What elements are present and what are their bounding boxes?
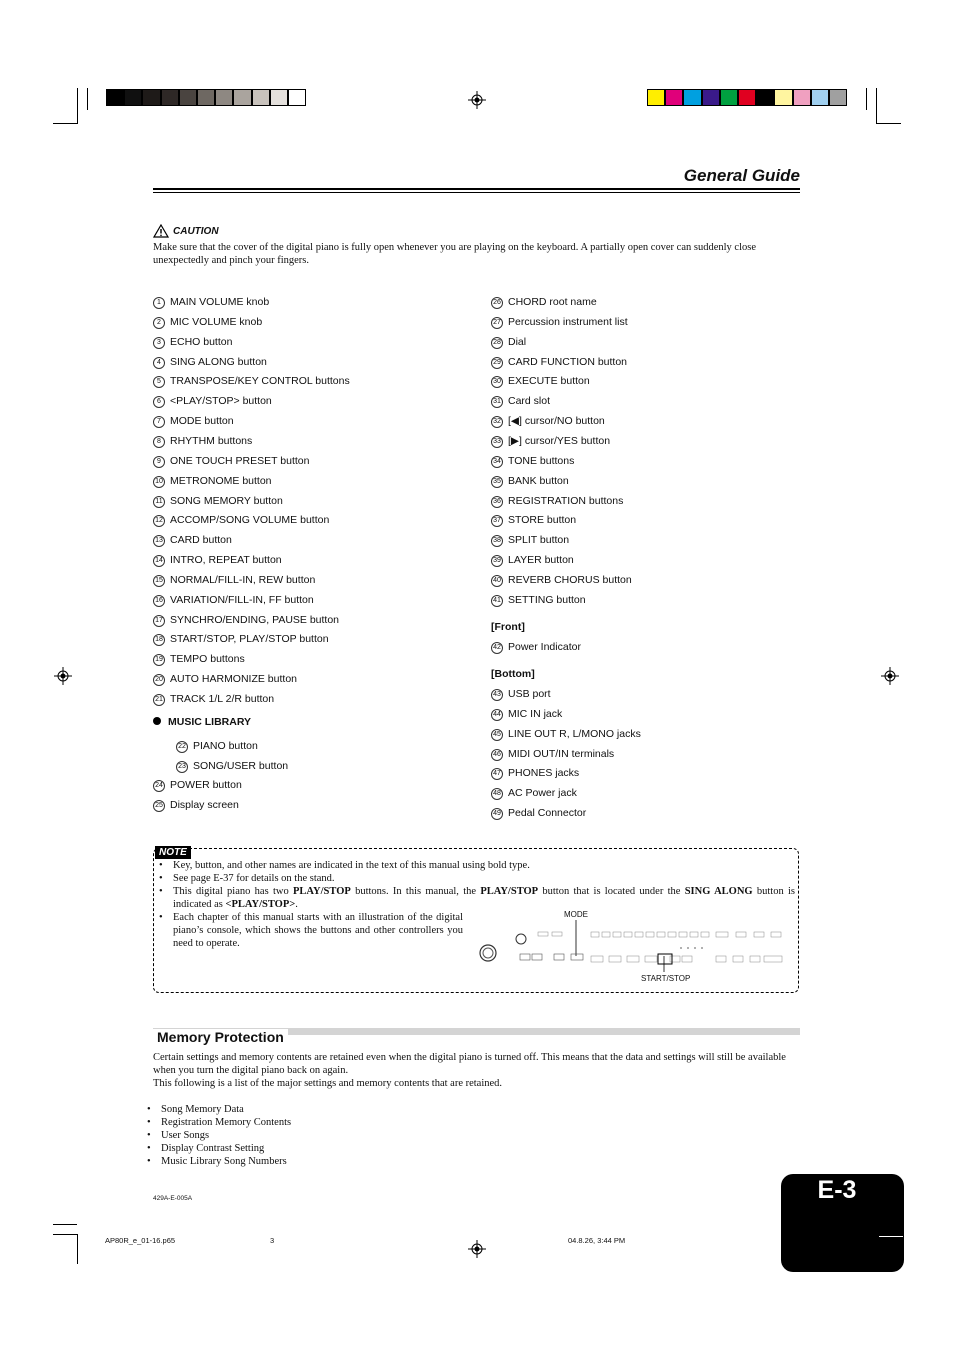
item-number: 40	[491, 575, 503, 587]
item-label: TRANSPOSE/KEY CONTROL buttons	[170, 375, 350, 388]
bullet-icon	[153, 717, 161, 725]
item-number: 14	[153, 555, 165, 567]
parts-list-item	[491, 574, 632, 587]
parts-list-item	[491, 356, 627, 369]
parts-list-item	[491, 767, 579, 780]
parts-list-item	[176, 760, 288, 773]
item-number: 2	[153, 317, 165, 329]
parts-list-item	[491, 336, 526, 349]
parts-list-item	[153, 633, 329, 646]
figure-label-mode: MODE	[564, 910, 588, 919]
item-number: 21	[153, 694, 165, 706]
document-code: 429A-E-005A	[153, 1195, 193, 1202]
parts-list-item	[153, 475, 272, 488]
item-label: MIC IN jack	[508, 707, 563, 720]
item-number: 44	[491, 709, 503, 721]
item-label: [◀] cursor/NO button	[508, 415, 605, 428]
memory-protection-heading: Memory Protection	[153, 1029, 288, 1045]
note-bullet-3: • This digital piano has two PLAY/STOP buttons. In this manual, the PLAY/STOP button that is located under the SING ALONG button is indicated as <PLAY/STOP>.	[155, 885, 795, 911]
item-label: ONE TOUCH PRESET button	[170, 454, 310, 467]
item-label: Percussion instrument list	[508, 315, 628, 328]
item-label: PIANO button	[193, 740, 258, 752]
item-number: 47	[491, 768, 503, 780]
item-label: MODE button	[170, 415, 234, 428]
parts-list-item	[153, 554, 282, 567]
item-number: 41	[491, 595, 503, 607]
item-number: 6	[153, 396, 165, 408]
item-number: 22	[176, 741, 188, 753]
caution-label: CAUTION	[173, 226, 219, 237]
color-swatch	[197, 89, 215, 106]
registration-mark-icon	[468, 1240, 486, 1258]
parts-list-item	[491, 495, 623, 508]
color-swatch	[270, 89, 288, 106]
color-swatch	[702, 89, 720, 106]
item-number: 48	[491, 788, 503, 800]
item-number: 31	[491, 396, 503, 408]
parts-list-item	[153, 395, 272, 408]
parts-list-item	[491, 316, 628, 329]
item-number: 4	[153, 357, 165, 369]
item-label: MIC VOLUME knob	[170, 315, 263, 328]
item-number: 26	[491, 297, 503, 309]
crop-mark	[876, 88, 877, 124]
color-swatch	[106, 89, 124, 106]
color-swatch	[665, 89, 683, 106]
item-number: 24	[153, 780, 165, 792]
item-label: SONG/USER button	[193, 759, 289, 772]
item-label: INTRO, REPEAT button	[170, 554, 282, 567]
note-bullet-4: • Each chapter of this manual starts with an illustration of the digital piano’s console, which shows the buttons and other controllers you need to operate.	[155, 911, 463, 950]
footer-page-number: 3	[270, 1236, 275, 1245]
footer-file-name: AP80R_e_01-16.p65	[105, 1236, 176, 1245]
item-label: STORE button	[508, 514, 577, 527]
item-number: 5	[153, 376, 165, 388]
item-number: 13	[153, 535, 165, 547]
parts-list-item	[153, 534, 232, 547]
item-number: 30	[491, 376, 503, 388]
item-label: CARD button	[170, 534, 232, 547]
item-number: 34	[491, 456, 503, 468]
color-swatch	[774, 89, 792, 106]
item-label: [▶] cursor/YES button	[508, 434, 611, 447]
bottom-header: [Bottom]	[491, 668, 535, 680]
title-rule	[153, 192, 800, 193]
item-number: 9	[153, 456, 165, 468]
item-label: TRACK 1/L 2/R button	[170, 693, 275, 705]
parts-list-item	[491, 708, 562, 721]
parts-list-item	[153, 296, 269, 309]
item-label: SETTING button	[508, 593, 586, 606]
footer-date: 04.8.26, 3:44 PM	[568, 1236, 626, 1245]
parts-list-item	[491, 375, 590, 388]
color-swatch	[829, 89, 847, 106]
list-item: • Music Library Song Numbers	[143, 1155, 549, 1168]
item-number: 45	[491, 729, 503, 741]
parts-list-item	[491, 787, 577, 800]
parts-list-item	[176, 740, 258, 753]
crop-mark	[53, 1224, 77, 1225]
parts-list-item	[491, 554, 574, 567]
item-label: REGISTRATION buttons	[508, 494, 624, 507]
list-item: • Song Memory Data	[143, 1103, 549, 1116]
page-tab-label: E-3	[817, 1176, 857, 1204]
item-number: 37	[491, 515, 503, 527]
color-swatch	[124, 89, 142, 106]
parts-list-item	[153, 693, 274, 706]
note-bullet-1: • Key, button, and other names are indicated in the text of this manual using bold type.	[155, 859, 795, 872]
parts-list-item	[153, 495, 283, 508]
front-header: [Front]	[491, 621, 525, 633]
item-number: 43	[491, 689, 503, 701]
parts-list-item	[491, 748, 614, 761]
item-number: 27	[491, 317, 503, 329]
parts-list-item	[153, 653, 245, 666]
item-label: CHORD root name	[508, 296, 597, 308]
warning-triangle-icon	[153, 224, 169, 238]
parts-list-item	[153, 614, 339, 627]
item-label: Display screen	[170, 799, 239, 811]
crop-mark	[77, 88, 78, 124]
item-number: 17	[153, 615, 165, 627]
console-illustration	[476, 920, 786, 972]
parts-list-item	[153, 316, 262, 329]
color-swatch	[647, 89, 665, 106]
item-label: CARD FUNCTION button	[508, 355, 628, 368]
item-number: 7	[153, 416, 165, 428]
parts-list-item	[153, 375, 350, 388]
color-swatch	[756, 89, 774, 106]
item-number: 33	[491, 436, 503, 448]
item-number: 15	[153, 575, 165, 587]
crop-mark	[877, 123, 901, 124]
parts-list-item	[491, 534, 569, 547]
parts-list-item	[491, 435, 610, 448]
item-number: 12	[153, 515, 165, 527]
item-number: 8	[153, 436, 165, 448]
crop-mark	[53, 1234, 77, 1235]
item-number: 42	[491, 642, 503, 654]
item-label: METRONOME button	[170, 474, 272, 487]
parts-list-item	[153, 435, 252, 448]
item-number: 32	[491, 416, 503, 428]
item-number: 36	[491, 496, 503, 508]
item-number: 23	[176, 761, 188, 773]
item-number: 20	[153, 674, 165, 686]
item-label: EXECUTE button	[508, 375, 590, 388]
item-number: 18	[153, 634, 165, 646]
list-item: • User Songs	[143, 1129, 549, 1142]
item-label: AUTO HARMONIZE button	[170, 673, 298, 686]
figure-label-start-stop: START/STOP	[641, 974, 691, 983]
item-number: 3	[153, 337, 165, 349]
parts-list-item	[153, 594, 314, 607]
caution-text: Make sure that the cover of the digital piano is fully open whenever you are playing on the keyboard. A partially open cover can suddenly close unexpectedly and pinch your fingers.	[153, 242, 756, 266]
parts-list-item	[491, 415, 605, 428]
parts-list-item	[153, 336, 232, 349]
page-title: General Guide	[683, 166, 800, 185]
crop-mark	[87, 88, 88, 110]
color-swatch	[683, 89, 701, 106]
item-label: SYNCHRO/ENDING, PAUSE button	[170, 613, 340, 626]
item-number: 25	[153, 800, 165, 812]
color-swatch	[233, 89, 251, 106]
item-label: <PLAY/STOP> button	[170, 395, 272, 408]
item-label: SING ALONG button	[170, 355, 267, 368]
color-swatch	[738, 89, 756, 106]
parts-list-item	[491, 296, 597, 309]
item-number: 49	[491, 808, 503, 820]
list-item: • Registration Memory Contents	[143, 1116, 549, 1129]
item-number: 35	[491, 476, 503, 488]
memory-list	[149, 1103, 549, 1168]
item-label: ACCOMP/SONG VOLUME button	[170, 514, 330, 527]
color-swatch	[720, 89, 738, 106]
color-swatch	[215, 89, 233, 106]
parts-list-item	[491, 594, 586, 607]
list-item: • Display Contrast Setting	[143, 1142, 549, 1155]
registration-mark-icon	[881, 667, 899, 685]
item-label: USB port	[508, 688, 551, 700]
item-label: LINE OUT R, L/MONO jacks	[508, 727, 641, 740]
parts-list-item	[153, 779, 242, 792]
registration-mark-icon	[54, 667, 72, 685]
parts-list-item	[491, 475, 569, 488]
color-swatch	[811, 89, 829, 106]
item-number: 38	[491, 535, 503, 547]
parts-list-item	[153, 673, 297, 686]
parts-list-item	[153, 514, 329, 527]
parts-list-item	[153, 455, 309, 468]
item-label: Card slot	[508, 395, 551, 408]
item-label: TEMPO buttons	[170, 653, 245, 666]
item-number: 19	[153, 654, 165, 666]
parts-list-item	[153, 356, 267, 369]
parts-list-item	[153, 415, 234, 428]
item-label: TONE buttons	[508, 454, 575, 467]
item-label: Dial	[508, 335, 527, 348]
item-label: REVERB CHORUS button	[508, 573, 632, 586]
item-number: 10	[153, 476, 165, 488]
parts-list-item	[491, 395, 550, 408]
crop-mark	[866, 88, 867, 110]
item-label: NORMAL/FILL-IN, REW button	[170, 573, 316, 586]
item-label: START/STOP, PLAY/STOP button	[170, 633, 329, 646]
item-number: 28	[491, 337, 503, 349]
item-label: AC Power jack	[508, 787, 577, 800]
crop-mark	[53, 123, 77, 124]
item-number: 1	[153, 297, 165, 309]
item-label: MIDI OUT/IN terminals	[508, 747, 615, 760]
parts-list-item	[491, 728, 641, 741]
item-label: Power Indicator	[508, 641, 581, 653]
item-number: 39	[491, 555, 503, 567]
color-swatch	[252, 89, 270, 106]
color-swatch	[161, 89, 179, 106]
parts-list-item	[491, 455, 574, 468]
parts-list-item	[491, 807, 586, 820]
crop-mark	[879, 1236, 903, 1237]
title-rule	[153, 188, 800, 190]
music-library-header: MUSIC LIBRARY	[153, 716, 251, 728]
item-label: ECHO button	[170, 335, 233, 348]
item-label: RHYTHM buttons	[170, 434, 253, 447]
parts-list-item	[491, 514, 576, 527]
item-number: 29	[491, 357, 503, 369]
parts-list-item	[491, 688, 551, 701]
note-label: NOTE	[155, 846, 191, 859]
note-bullet-2: • See page E-37 for details on the stand.	[155, 872, 795, 885]
registration-mark-icon	[468, 91, 486, 109]
color-swatch	[179, 89, 197, 106]
item-label: PHONES jacks	[508, 767, 580, 780]
item-label: LAYER button	[508, 554, 574, 567]
item-label: Pedal Connector	[508, 807, 587, 820]
item-label: POWER button	[170, 779, 242, 791]
memory-paragraph-1: Certain settings and memory contents are retained even when the digital piano is turned off. This means that the data and settings will still be available when you turn the digital piano back on again.	[153, 1052, 786, 1076]
color-swatch	[142, 89, 160, 106]
item-label: BANK button	[508, 474, 569, 487]
parts-list-item	[153, 799, 239, 812]
color-swatch	[288, 89, 306, 106]
memory-paragraph-2: This following is a list of the major settings and memory contents that are retained.	[153, 1078, 503, 1089]
item-label: SONG MEMORY button	[170, 494, 283, 507]
item-label: VARIATION/FILL-IN, FF button	[170, 593, 314, 606]
color-swatch	[793, 89, 811, 106]
item-number: 16	[153, 595, 165, 607]
crop-mark	[77, 1234, 78, 1264]
parts-list-item	[153, 574, 315, 587]
item-label: SPLIT button	[508, 534, 570, 547]
item-label: MAIN VOLUME knob	[170, 296, 270, 308]
item-number: 46	[491, 749, 503, 761]
parts-list-item	[491, 641, 581, 654]
item-number: 11	[153, 496, 165, 508]
